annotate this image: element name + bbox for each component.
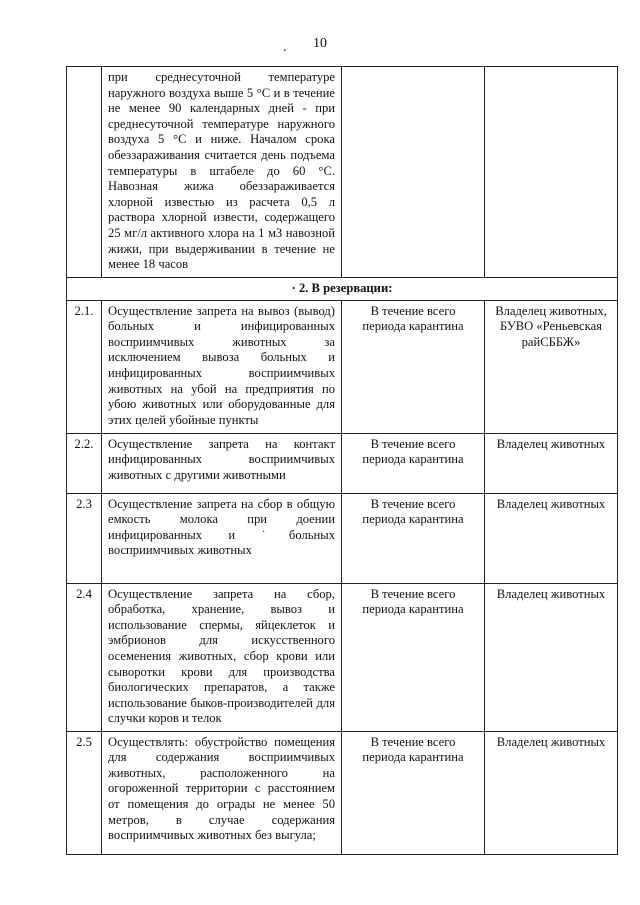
row-action: Осуществление запрета на контакт инфицированных восприимчивых животных с другими животными	[102, 433, 342, 493]
page-number: 10	[313, 36, 327, 51]
stray-mark: .	[283, 40, 287, 55]
table-row	[67, 493, 618, 583]
continued-row	[67, 67, 618, 278]
row-term: В течение всего периода карантина	[342, 300, 485, 433]
row-action: Осуществлять: обустройство помещения для содержания восприимчивых животных, расположенного на огороженной территории с расстоянием от помещения до ограды не менее 50 метров, в случае содержания восприимчивых животных без выгула;	[102, 731, 342, 854]
row-responsible: Владелец животных	[485, 731, 618, 854]
row-responsible: Владелец животных	[485, 493, 618, 583]
row-term: В течение всего периода карантина	[342, 731, 485, 854]
row-term: В течение всего периода карантина	[342, 433, 485, 493]
row-responsible: Владелец животных	[485, 583, 618, 731]
measures-table	[66, 66, 618, 855]
row-action: Осуществление запрета на сбор, обработка, хранение, вывоз и использование спермы, яйцеклеток и эмбрионов для искусственного осеменения животных, сбор крови или сыворотки крови для производства биологических препаратов, а также использование быков-производителей для случки коров и телок	[102, 583, 342, 731]
row-action: Осуществление запрета на сбор в общую емкость молока при доении инфицированных и ˙больных восприимчивых животных	[102, 493, 342, 583]
cell-num	[67, 67, 102, 278]
row-number: 2.2.	[67, 433, 102, 493]
row-number: 2.1.	[67, 300, 102, 433]
cell-term	[342, 67, 485, 278]
row-term: В течение всего периода карантина	[342, 493, 485, 583]
row-number: 2.4	[67, 583, 102, 731]
section-header-row	[67, 278, 618, 301]
section-title: · 2. В резервации:	[67, 278, 618, 301]
table-row	[67, 300, 618, 433]
row-action: Осуществление запрета на вывоз (вывод) больных и инфицированных восприимчивых животных за исключением вывоза больных и инфицированных восприимчивых животных на убой на предприятия по убою животных или оборудованные для этих целей убойные пункты	[102, 300, 342, 433]
table-row	[67, 583, 618, 731]
row-term: В течение всего периода карантина	[342, 583, 485, 731]
row-number: 2.5	[67, 731, 102, 854]
cell-responsible	[485, 67, 618, 278]
row-number: 2.3	[67, 493, 102, 583]
row-responsible: Владелец животных, БУВО «Реньевская райСББЖ»	[485, 300, 618, 433]
row-responsible: Владелец животных	[485, 433, 618, 493]
table-row	[67, 731, 618, 854]
table-row	[67, 433, 618, 493]
cell-action: при среднесуточной температуре наружного воздуха выше 5 °С и в течение не менее 90 календарных дней - при среднесуточной температуре наружного воздуха 5 °С и ниже. Началом срока обеззараживания считается день подъема температуры в штабеле до 60 °С. Навозная жижа обеззараживается хлорной известью из расчета 0,5 л раствора хлорной извести, содержащего 25 мг/л активного хлора на 1 м3 навозной жижи, при выдерживании в течение не менее 18 часов	[102, 67, 342, 278]
